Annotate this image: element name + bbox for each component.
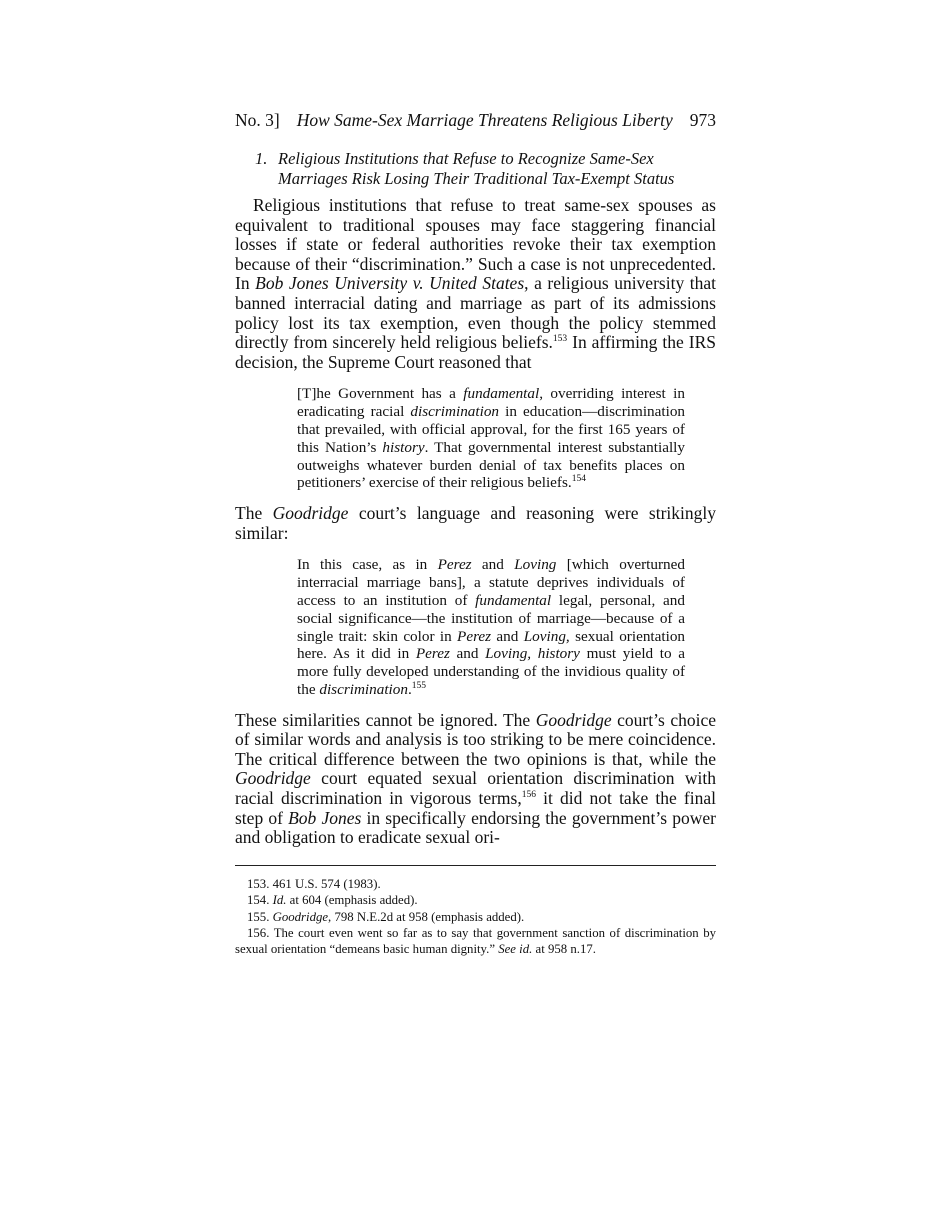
footnote-divider (235, 865, 716, 866)
section-title-line2: Marriages Risk Losing Their Traditional Tax-Exempt Status (278, 169, 675, 188)
footnote-ref-156: 156 (521, 790, 536, 801)
footnote-155: 155. Goodridge, 798 N.E.2d at 958 (emphasis added). (247, 909, 525, 924)
footnote-154: 154. Id. at 604 (emphasis added). (247, 893, 418, 908)
running-header (235, 108, 716, 132)
footnote-ref-155: 155 (411, 680, 427, 691)
section-title-line1: Religious Institutions that Refuse to Recognize Same-Sex (278, 149, 654, 168)
footnote-ref-154: 154 (571, 474, 586, 485)
case-name: Bob Jones University v. United States (255, 273, 525, 294)
block-quote-bob-jones: [T]he Government has a fundamental, overriding interest in eradicating racial discrimination in education—discrimination that prevailed, with official approval, for the first 165 years of this Nation’s history. That governmental interest substantially outweighs whatever burden denial of tax benefits places on petitioners’ exercise of their religious beliefs.$^{154}$ (297, 385, 686, 492)
paragraph-goodridge-intro: The Goodridge court’s language and reasoning were strikingly similar: (235, 503, 716, 543)
footnotes (235, 876, 716, 958)
running-title: How Same-Sex Marriage Threatens Religious Liberty (296, 110, 673, 130)
footnote-ref-153: 153 (552, 334, 568, 345)
block-quote-goodridge: In this case, as in Perez and Loving [which overturned interracial marriage bans], a statute deprives individuals of access to an institution of fundamental legal, personal, and social significance—the institution of marriage—because of a single trait: skin color in Perez and Loving, sexual orientation here. As it did in Perez and Loving, history must yield to a more fully developed understanding of the invidious quality of the discrimination.$^{155}$ (297, 556, 686, 698)
issue-number: No. 3] (235, 110, 280, 130)
section-heading (235, 149, 716, 189)
section-number: 1. (255, 149, 268, 168)
footnote-156: 156. The court even went so far as to say that government sanction of discrimination by sexual orientation “demeans basic human dignity.” See id. at 958 n.17. (235, 926, 716, 957)
paragraph-bob-jones: Religious institutions that refuse to treat same-sex spouses as equivalent to traditional spouses may face staggering financial losses if state or federal authorities revoke their tax exemption because of their “discrimination.” Such a case is not unprecedented. In Bob Jones University v. United States, a religious university that banned interracial dating and marriage as part of its admissions policy lost its tax exemption, even though the policy stemmed directly from sincerely held religious beliefs.$^{153}$ In affirming the IRS decision, the Supreme Court reasoned that (235, 195, 716, 372)
page-number: 973 (689, 110, 716, 130)
paragraph-similarities: These similarities cannot be ignored. The Goodridge court’s choice of similar words and analysis is too striking to be mere coincidence. The critical difference between the two opinions is that, while the Goodridge court equated sexual orientation discrimination with racial discrimination in vigorous terms,$^{156}$ it did not take the final step of Bob Jones in specifically endorsing the government’s power and obligation to eradicate sexual ori- (235, 709, 716, 848)
document-page (235, 108, 716, 958)
footnote-153: 153. 461 U.S. 574 (1983). (247, 876, 381, 891)
